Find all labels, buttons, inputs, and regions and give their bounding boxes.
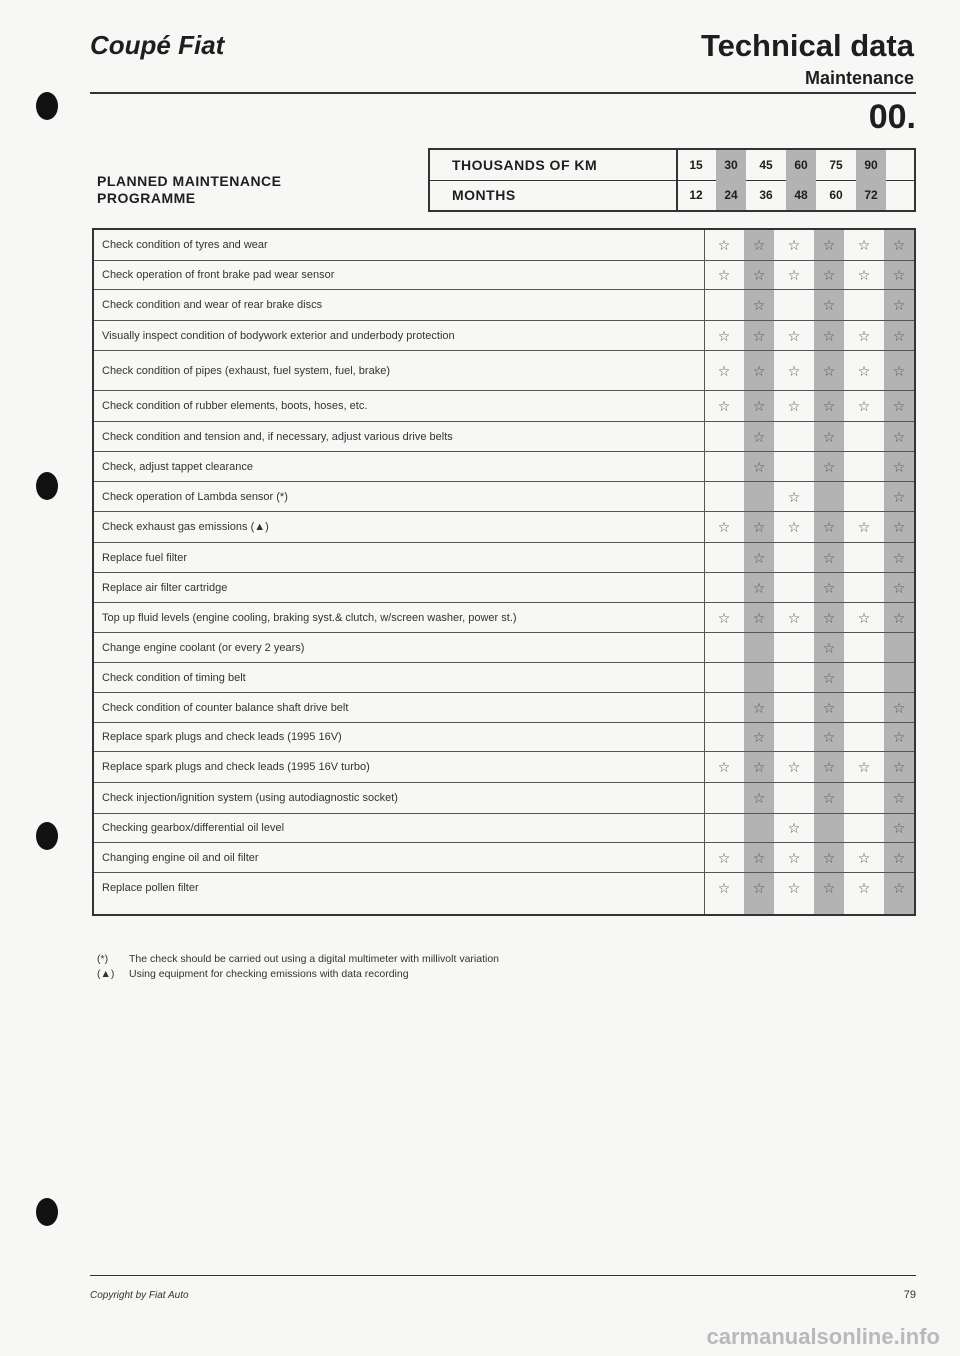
star-icon: ☆ — [892, 459, 906, 475]
table-row — [94, 260, 914, 290]
star-icon: ☆ — [892, 610, 906, 626]
header-divider — [676, 150, 678, 210]
star-icon: ☆ — [892, 328, 906, 344]
star-icon: ☆ — [717, 398, 731, 414]
footnote — [97, 967, 499, 982]
months-value: 48 — [786, 180, 816, 210]
star-icon: ☆ — [752, 267, 766, 283]
star-icon: ☆ — [822, 398, 836, 414]
table-row — [94, 692, 914, 723]
star-icon: ☆ — [752, 459, 766, 475]
star-icon: ☆ — [717, 267, 731, 283]
star-icon: ☆ — [752, 519, 766, 535]
months-value: 60 — [829, 188, 843, 202]
star-icon: ☆ — [787, 610, 801, 626]
star-icon: ☆ — [752, 880, 766, 896]
star-icon: ☆ — [752, 700, 766, 716]
maintenance-table — [92, 228, 916, 916]
star-icon: ☆ — [857, 519, 871, 535]
task-description: Check condition of timing belt — [102, 672, 246, 684]
task-description: Replace fuel filter — [102, 552, 187, 564]
km-value: 90 — [856, 150, 886, 180]
table-row — [94, 872, 914, 903]
star-icon: ☆ — [892, 729, 906, 745]
task-description: Check operation of Lambda sensor (*) — [102, 491, 288, 503]
star-icon: ☆ — [892, 237, 906, 253]
table-row — [94, 542, 914, 573]
table-row — [94, 511, 914, 543]
footnote-text: Using equipment for checking emissions with data recording — [129, 968, 409, 980]
task-description: Check injection/ignition system (using autodiagnostic socket) — [102, 792, 398, 804]
star-icon: ☆ — [787, 850, 801, 866]
star-icon: ☆ — [892, 398, 906, 414]
footnote — [97, 952, 499, 967]
star-icon: ☆ — [822, 610, 836, 626]
table-row — [94, 320, 914, 351]
star-icon: ☆ — [752, 237, 766, 253]
star-icon: ☆ — [752, 297, 766, 313]
table-row — [94, 662, 914, 693]
task-description: Change engine coolant (or every 2 years) — [102, 642, 305, 654]
table-row — [94, 782, 914, 814]
star-icon: ☆ — [892, 489, 906, 505]
brand-title: Coupé Fiat — [90, 30, 225, 60]
star-icon: ☆ — [822, 670, 836, 686]
footnote-mark: (*) — [97, 953, 109, 965]
km-value: 15 — [689, 158, 703, 172]
table-row — [94, 230, 914, 260]
months-row — [430, 180, 914, 210]
table-row — [94, 632, 914, 663]
star-icon: ☆ — [752, 850, 766, 866]
star-icon: ☆ — [892, 790, 906, 806]
star-icon: ☆ — [822, 700, 836, 716]
star-icon: ☆ — [892, 363, 906, 379]
star-icon: ☆ — [822, 519, 836, 535]
star-icon: ☆ — [822, 328, 836, 344]
star-icon: ☆ — [752, 363, 766, 379]
star-icon: ☆ — [787, 237, 801, 253]
task-description: Replace spark plugs and check leads (1995 16V) — [102, 731, 342, 743]
table-row — [94, 481, 914, 512]
task-description: Top up fluid levels (engine cooling, braking syst.& clutch, w/screen washer, power st.) — [102, 612, 517, 624]
star-icon: ☆ — [822, 267, 836, 283]
table-row — [94, 722, 914, 752]
star-icon: ☆ — [787, 398, 801, 414]
star-icon: ☆ — [857, 850, 871, 866]
star-icon: ☆ — [857, 363, 871, 379]
star-icon: ☆ — [822, 550, 836, 566]
star-icon: ☆ — [787, 363, 801, 379]
km-label: THOUSANDS OF KM — [452, 157, 598, 173]
star-icon: ☆ — [752, 610, 766, 626]
star-icon: ☆ — [892, 850, 906, 866]
star-icon: ☆ — [822, 363, 836, 379]
star-icon: ☆ — [717, 519, 731, 535]
months-label: MONTHS — [452, 187, 516, 203]
star-icon: ☆ — [717, 237, 731, 253]
task-description: Check operation of front brake pad wear sensor — [102, 269, 335, 281]
table-row — [94, 289, 914, 321]
table-row — [94, 842, 914, 873]
table-row — [94, 421, 914, 452]
programme-title-line1: PLANNED MAINTENANCE — [97, 173, 282, 189]
km-value: 45 — [759, 158, 773, 172]
star-icon: ☆ — [892, 550, 906, 566]
star-icon: ☆ — [892, 519, 906, 535]
star-icon: ☆ — [787, 519, 801, 535]
star-icon: ☆ — [787, 759, 801, 775]
star-icon: ☆ — [752, 550, 766, 566]
star-icon: ☆ — [752, 580, 766, 596]
star-icon: ☆ — [787, 267, 801, 283]
km-value: 60 — [786, 150, 816, 180]
page-title: Technical data — [700, 28, 914, 63]
star-icon: ☆ — [717, 610, 731, 626]
page-subtitle: Maintenance — [804, 68, 914, 88]
task-description: Check condition of pipes (exhaust, fuel system, fuel, brake) — [102, 365, 390, 377]
star-icon: ☆ — [822, 790, 836, 806]
star-icon: ☆ — [822, 729, 836, 745]
table-row — [94, 390, 914, 422]
programme-title — [97, 173, 282, 207]
table-row — [94, 572, 914, 603]
task-description: Visually inspect condition of bodywork exterior and underbody protection — [102, 330, 455, 342]
footnote-mark: (▲) — [97, 968, 115, 980]
star-icon: ☆ — [822, 297, 836, 313]
punch-hole — [36, 822, 58, 850]
star-icon: ☆ — [892, 880, 906, 896]
task-description: Check condition of rubber elements, boots, hoses, etc. — [102, 400, 368, 412]
star-icon: ☆ — [892, 580, 906, 596]
programme-title-line2: PROGRAMME — [97, 190, 196, 206]
table-row — [94, 451, 914, 482]
watermark: carmanualsonline.info — [706, 1324, 940, 1349]
task-description: Check condition and tension and, if necessary, adjust various drive belts — [102, 431, 453, 443]
star-icon: ☆ — [752, 398, 766, 414]
task-description: Check condition of tyres and wear — [102, 239, 268, 251]
star-icon: ☆ — [822, 880, 836, 896]
footnote-text: The check should be carried out using a digital multimeter with millivolt variation — [129, 953, 500, 965]
star-icon: ☆ — [787, 820, 801, 836]
punch-hole — [36, 92, 58, 120]
task-description: Check, adjust tappet clearance — [102, 461, 254, 473]
star-icon: ☆ — [857, 398, 871, 414]
footnotes — [97, 952, 499, 982]
star-icon: ☆ — [752, 729, 766, 745]
star-icon: ☆ — [752, 429, 766, 445]
task-description: Check condition and wear of rear brake discs — [102, 299, 323, 311]
star-icon: ☆ — [717, 759, 731, 775]
star-icon: ☆ — [892, 267, 906, 283]
km-value: 30 — [716, 150, 746, 180]
star-icon: ☆ — [787, 880, 801, 896]
table-row — [94, 602, 914, 633]
months-value: 12 — [689, 188, 703, 202]
star-icon: ☆ — [787, 489, 801, 505]
task-description: Check condition of counter balance shaft drive belt — [102, 702, 349, 714]
task-description: Check exhaust gas emissions (▲) — [102, 521, 269, 533]
star-icon: ☆ — [717, 363, 731, 379]
star-icon: ☆ — [892, 297, 906, 313]
footer-rule — [90, 1275, 916, 1276]
table-row — [94, 813, 914, 843]
task-description: Replace spark plugs and check leads (1995 16V turbo) — [102, 761, 370, 773]
star-icon: ☆ — [857, 759, 871, 775]
star-icon: ☆ — [752, 790, 766, 806]
star-icon: ☆ — [822, 640, 836, 656]
star-icon: ☆ — [822, 237, 836, 253]
star-icon: ☆ — [822, 459, 836, 475]
star-icon: ☆ — [822, 850, 836, 866]
star-icon: ☆ — [857, 610, 871, 626]
star-icon: ☆ — [857, 237, 871, 253]
task-description: Changing engine oil and oil filter — [102, 852, 259, 864]
months-value: 72 — [856, 180, 886, 210]
star-icon: ☆ — [892, 820, 906, 836]
table-row — [94, 751, 914, 783]
header-rule — [90, 92, 916, 94]
star-icon: ☆ — [892, 759, 906, 775]
star-icon: ☆ — [857, 328, 871, 344]
star-icon: ☆ — [892, 429, 906, 445]
star-icon: ☆ — [857, 880, 871, 896]
star-icon: ☆ — [892, 700, 906, 716]
km-row — [430, 150, 914, 181]
months-value: 36 — [759, 188, 773, 202]
star-icon: ☆ — [822, 429, 836, 445]
page-number: 79 — [903, 1289, 916, 1301]
punch-hole — [36, 1198, 58, 1226]
schedule-header — [428, 148, 916, 212]
star-icon: ☆ — [822, 580, 836, 596]
task-description: Replace pollen filter — [102, 882, 199, 894]
km-value: 75 — [829, 158, 843, 172]
star-icon: ☆ — [752, 759, 766, 775]
months-value: 24 — [716, 180, 746, 210]
star-icon: ☆ — [717, 850, 731, 866]
punch-hole — [36, 472, 58, 500]
task-description: Checking gearbox/differential oil level — [102, 822, 285, 834]
star-icon: ☆ — [857, 267, 871, 283]
star-icon: ☆ — [787, 328, 801, 344]
section-number: 00. — [868, 98, 916, 136]
star-icon: ☆ — [717, 328, 731, 344]
task-description: Replace air filter cartridge — [102, 582, 228, 594]
copyright: Copyright by Fiat Auto — [90, 1290, 189, 1301]
star-icon: ☆ — [822, 759, 836, 775]
table-row — [94, 350, 914, 391]
star-icon: ☆ — [717, 880, 731, 896]
star-icon: ☆ — [752, 328, 766, 344]
